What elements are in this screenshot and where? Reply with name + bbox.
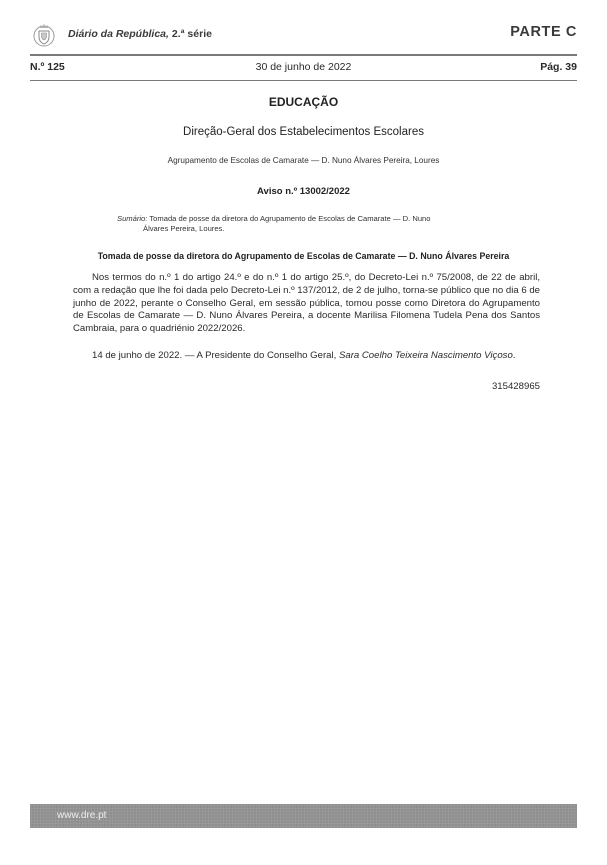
summary-text-line1: Tomada de posse da diretora do Agrupamento de Escolas de Camarate — D. Nuno (149, 214, 431, 223)
ministry-heading: EDUCAÇÃO (268, 95, 339, 109)
signature-paragraph (73, 350, 540, 363)
subject-heading: Tomada de posse da diretora do Agrupamento de Escolas de Camarate — D. Nuno Álvares Pereira (97, 251, 510, 261)
part-label: PARTE C (510, 24, 577, 40)
journal-title: Diário da República, 2.ª série (68, 28, 212, 40)
summary-text-line2: Álvares Pereira, Loures. (143, 224, 225, 233)
meta-rule (30, 80, 577, 81)
body-paragraph: Nos termos do n.º 1 do artigo 24.º e do n.º 1 do artigo 25.º, do Decreto-Lei n.º 75/2008, de 22 de abril, com a redação que lhe foi dada pelo Decreto-Lei n.º 137/2012, de 2 de julho, torna-se público que no dia 6 de junho de 2022, perante o Conselho Geral, em sessão pública, tomou posse como Diretora do Agrupamento de Escolas de Camarate — D. Nuno Álvares Pereira, a docente Marilisa Filomena Tudela Pena dos Santos Cambraia, para o quadriénio 2022/2026. (73, 272, 540, 335)
page-footer (30, 804, 577, 828)
signatory-name: Sara Coelho Teixeira Nascimento Viçoso (338, 350, 513, 361)
issue-info (30, 61, 577, 77)
directorate-heading: Direção-Geral dos Estabelecimentos Escolares (183, 126, 424, 138)
page-header (30, 22, 577, 48)
summary-label: Sumário: (117, 214, 148, 223)
summary (117, 214, 517, 234)
header-rule (30, 54, 577, 56)
notice-title: Aviso n.º 13002/2022 (257, 186, 350, 197)
journal-series: 2.ª série (171, 28, 212, 40)
signature-end: . (512, 350, 516, 361)
coat-of-arms-icon (32, 22, 56, 48)
issue-number: N.º 125 (30, 61, 65, 73)
signature-text: 14 de junho de 2022. — A Presidente do Conselho Geral, (92, 350, 339, 361)
school-group: Agrupamento de Escolas de Camarate — D. Nuno Álvares Pereira, Loures (167, 156, 440, 165)
publication-code: 315428965 (491, 381, 540, 392)
footer-url[interactable]: www.dre.pt (57, 810, 107, 821)
page-number: Pág. 39 (540, 61, 577, 73)
issue-date: 30 de junho de 2022 (255, 61, 352, 73)
